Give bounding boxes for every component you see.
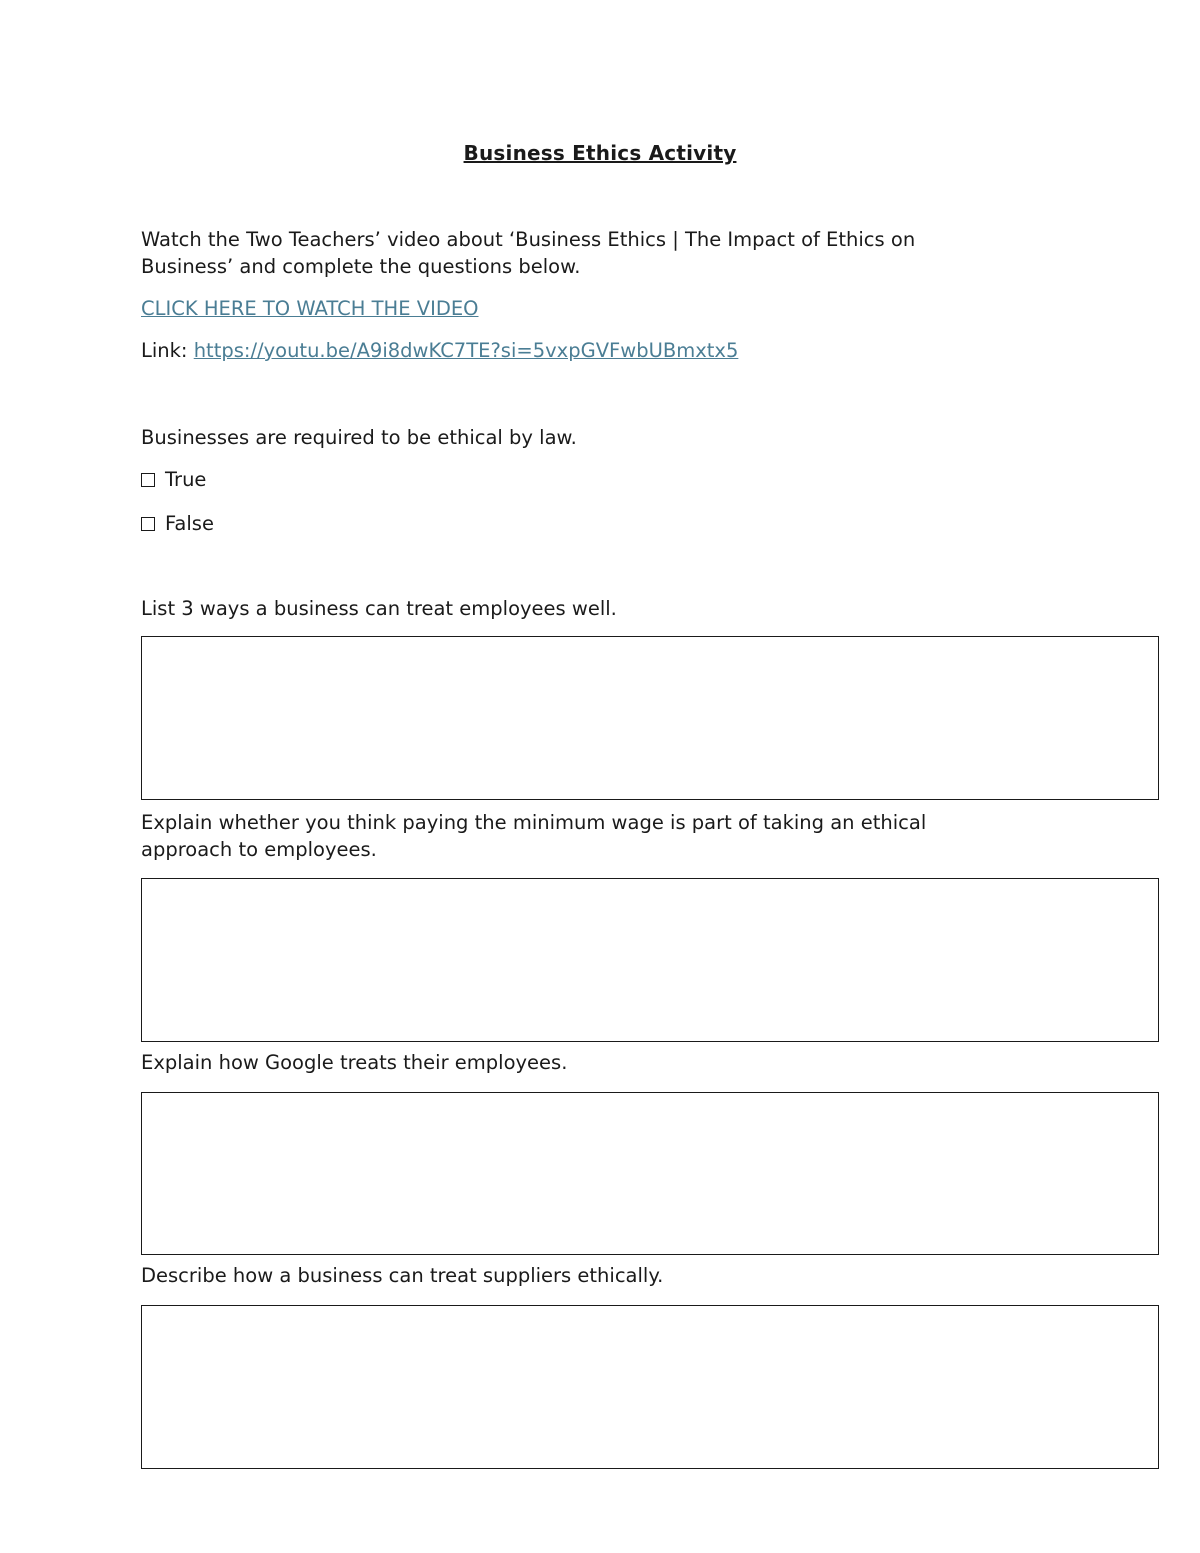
- watch-video-link[interactable]: CLICK HERE TO WATCH THE VIDEO: [141, 297, 479, 320]
- question-1-text: Businesses are required to be ethical by law.: [141, 426, 577, 449]
- answer-box-q5[interactable]: [141, 1305, 1159, 1469]
- intro-text-line-2: Business’ and complete the questions below.: [141, 255, 581, 278]
- option-true-label: True: [165, 468, 207, 491]
- checkbox-true[interactable]: [141, 473, 155, 487]
- question-2-text: List 3 ways a business can treat employees well.: [141, 597, 617, 620]
- watch-video-link-row: [141, 295, 479, 322]
- option-false-label: False: [165, 512, 214, 535]
- question-5-text: Describe how a business can treat suppliers ethically.: [141, 1264, 664, 1287]
- answer-box-q3[interactable]: [141, 878, 1159, 1042]
- answer-box-q2[interactable]: [141, 636, 1159, 800]
- answer-box-q4[interactable]: [141, 1092, 1159, 1255]
- question-3-text-line-1: Explain whether you think paying the minimum wage is part of taking an ethical: [141, 811, 927, 834]
- question-4-text: Explain how Google treats their employees.: [141, 1051, 568, 1074]
- page-title: Business Ethics Activity: [463, 141, 737, 165]
- intro-text-line-1: Watch the Two Teachers’ video about ‘Business Ethics | The Impact of Ethics on: [141, 228, 916, 251]
- question-3-text-line-2: approach to employees.: [141, 838, 377, 861]
- checkbox-false[interactable]: [141, 517, 155, 531]
- option-true[interactable]: [141, 466, 206, 493]
- option-false[interactable]: [141, 510, 214, 537]
- link-label: Link:: [141, 339, 194, 362]
- video-url-link[interactable]: https://youtu.be/A9i8dwKC7TE?si=5vxpGVFwbUBmxtx5: [193, 339, 739, 362]
- video-url-row: [141, 337, 738, 364]
